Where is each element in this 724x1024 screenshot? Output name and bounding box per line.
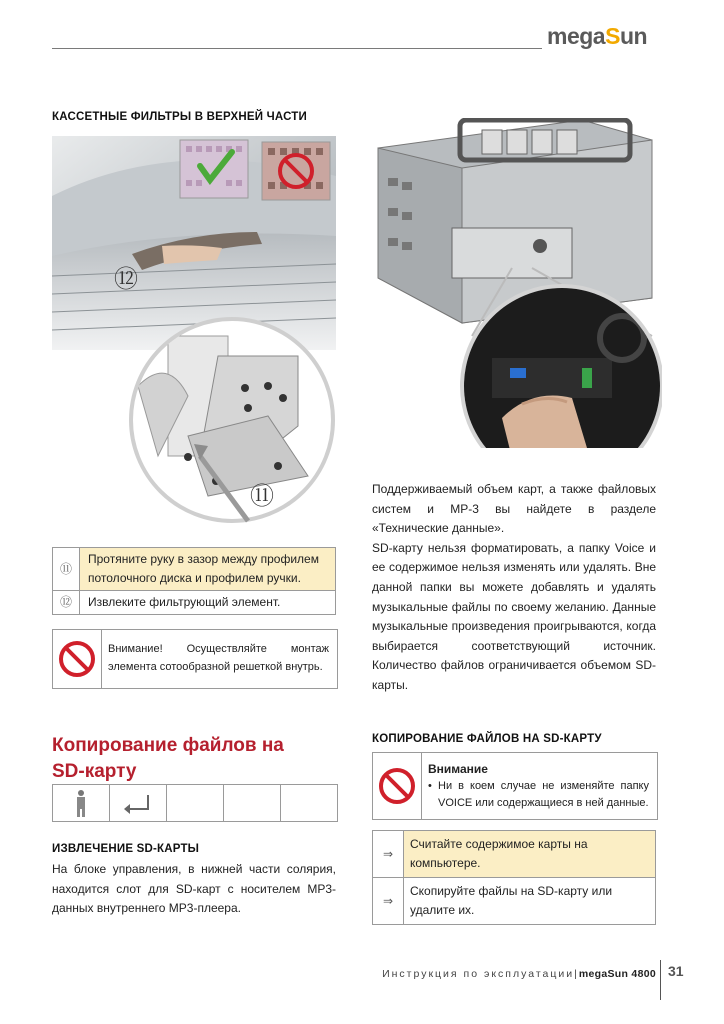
footer-separator: | (574, 968, 579, 980)
section-title-filters: КАССЕТНЫЕ ФИЛЬТРЫ В ВЕРХНЕЙ ЧАСТИ (52, 111, 307, 123)
footer-divider (660, 960, 661, 1000)
right-paragraph (372, 480, 656, 696)
action-steps-table (372, 830, 656, 925)
control-unit-photo (372, 118, 662, 448)
person-icon (53, 785, 109, 821)
action-step-text: Скопируйте файлы на SD-карту или удалите их. (404, 878, 656, 925)
arrow-icon: ⇒ (373, 878, 404, 925)
warning-heading: Внимание (428, 762, 488, 776)
prohibition-icon (373, 753, 422, 819)
paragraph-1: Поддерживаемый объем карт, а также файловых систем и MP-3 вы найдете в разделе «Технические данные». (372, 482, 656, 536)
warning-box-left (52, 629, 338, 689)
step-text: Протяните руку в зазор между профилем потолочного диска и профилем ручки. (80, 548, 336, 591)
paragraph-2: SD-карту нельзя форматировать, а папку Voice и ее содержимое нельзя изменять или удалять. Вне данной папки вы можете добавлять и удалять музыкальные файлы по своему желанию. Данные музыкальные произведения проигрываются, когда выбирается соответствующий источник. Количество файлов ограничивается объемом SD-карты. (372, 540, 656, 692)
extract-text: На блоке управления, в нижней части солярия, находится слот для SD-карт с носителем MP3-данных внутреннего MP3-плеера. (52, 862, 336, 916)
brand-logo: megaSun (547, 23, 648, 49)
symbol-cell (224, 785, 281, 821)
photo-overlap-mask (52, 316, 132, 352)
footer-manual: Инструкция по эксплуатации (382, 968, 575, 980)
warning-box-right (372, 752, 658, 820)
warning-bullet-text: Ни в коем случае не изменяйте папку VOICE или содержащиеся в ней данные. (438, 780, 649, 809)
steps-table-filters (52, 547, 336, 615)
callout-12: ⑫ (114, 266, 138, 293)
section-title-copy: КОПИРОВАНИЕ ФАЙЛОВ НА SD-КАРТУ (372, 733, 602, 745)
return-arrow-icon (110, 785, 166, 821)
symbol-cell (281, 785, 337, 821)
page-title: Копирование файлов на SD-карту (52, 735, 284, 782)
step-number: ⑪ (53, 548, 80, 591)
table-row (53, 548, 336, 591)
arrow-icon: ⇒ (373, 831, 404, 878)
symbol-cell (167, 785, 224, 821)
step-number: ⑫ (53, 591, 80, 615)
detail-magnifier (128, 316, 336, 524)
warning-text: Внимание! Осуществляйте монтаж элемента сотообразной решеткой внутрь. (108, 643, 329, 673)
callout-11: ⑪ (250, 483, 274, 510)
prohibition-icon (53, 630, 102, 688)
table-row (373, 878, 656, 925)
bullet-icon: • (428, 780, 432, 792)
table-row (53, 591, 336, 615)
action-step-text: Считайте содержимое карты на компьютере. (404, 831, 656, 878)
section-title-extract: ИЗВЛЕЧЕНИЕ SD-КАРТЫ (52, 843, 200, 855)
table-row (373, 831, 656, 878)
header-rule (52, 48, 542, 49)
footer-product: megaSun 4800 (578, 968, 656, 980)
footer-caption (382, 968, 656, 980)
symbol-cell (110, 785, 167, 821)
step-text: Извлеките фильтрующий элемент. (80, 591, 336, 615)
page-number: 31 (668, 963, 684, 979)
symbol-cell (53, 785, 110, 821)
symbol-row (52, 784, 338, 822)
